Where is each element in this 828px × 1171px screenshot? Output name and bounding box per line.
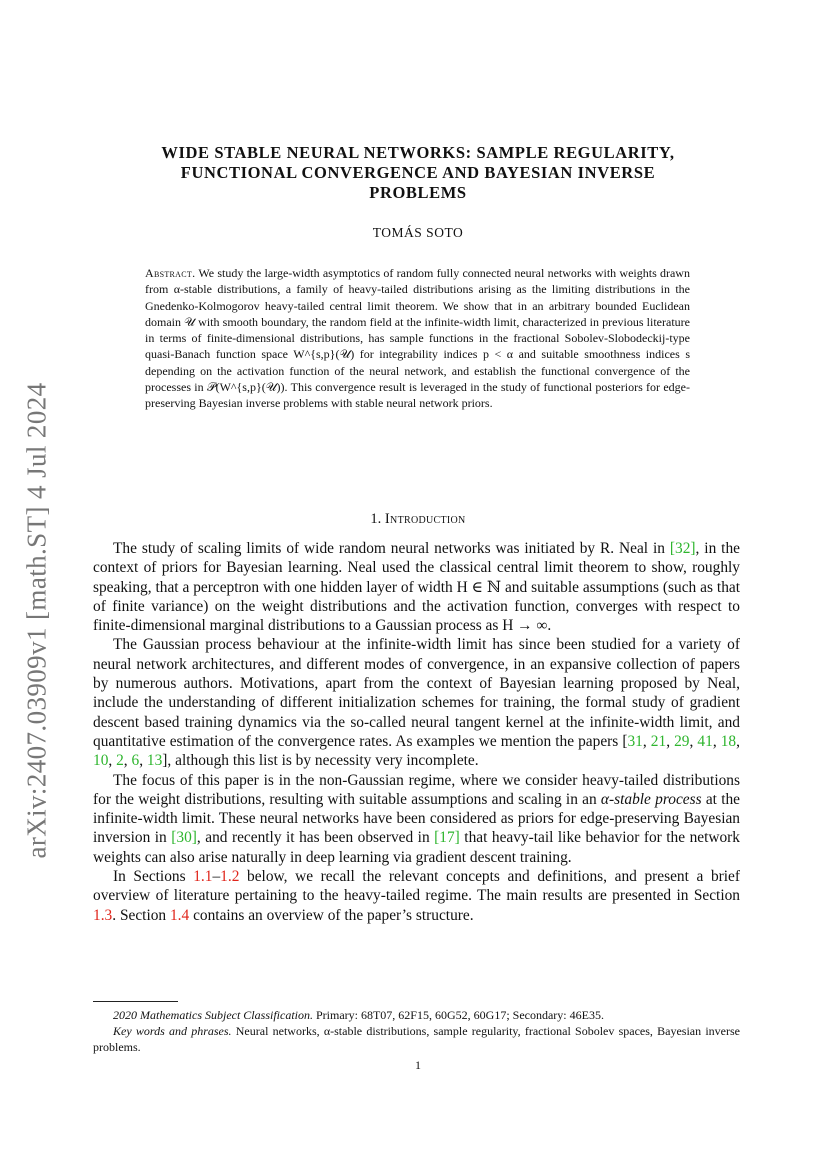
- paragraph-text: The Gaussian process behaviour at the infinite-width limit has since been studied for a variety of neural network architectures, and different modes of convergence, in an expansive collection of papers by numerous authors. Motivations, apart from the context of Bayesian learning proposed by Neal, include the understanding of different initialization schemes for training, the formal study of gradient descent based training dynamics via the so-called neural tangent kernel at the infinite-width limit, and quantitative estimation of the convergence rates. As examples we mention the papers [: [93, 636, 740, 750]
- paragraph-text: , and recently it has been observed in: [196, 829, 435, 847]
- abstract: [145, 265, 690, 412]
- abstract-label: Abstract.: [145, 266, 196, 280]
- citation-link[interactable]: [30]: [171, 829, 197, 847]
- citation-link[interactable]: 6: [131, 752, 140, 770]
- citation-link[interactable]: 29: [674, 732, 690, 750]
- paragraph: [93, 539, 740, 635]
- paragraph-text: The study of scaling limits of wide random neural networks was initiated by R. Neal in: [113, 540, 670, 557]
- citation-link[interactable]: 21: [650, 732, 667, 750]
- paragraph-text: at the infinite-width limit. These neural networks have been considered as priors for edge-preserving Bayesian inversion in: [93, 790, 740, 847]
- citation-link[interactable]: 18: [720, 732, 737, 750]
- section-reference-link[interactable]: 1.2: [220, 868, 240, 886]
- section-reference-link[interactable]: 1.3: [93, 906, 113, 924]
- paragraph-text: In Sections: [113, 868, 194, 886]
- page-number: 1: [415, 1058, 421, 1072]
- footnotes: [93, 1007, 740, 1055]
- author-name: TOMÁS SOTO: [372, 225, 464, 240]
- section-heading: [100, 511, 736, 528]
- paragraph-text: that heavy-tail like behavior for the network weights can also arise naturally in deep learning via gradient descent training.: [93, 829, 740, 866]
- arxiv-identifier-stamp: [12, 370, 62, 870]
- paragraph-text: contains an overview of the paper’s structure.: [189, 906, 474, 924]
- paragraph: [93, 867, 740, 925]
- footnote-text: Primary: 68T07, 62F15, 60G52, 60G17; Secondary: 46E35.: [312, 1008, 604, 1022]
- emphasized-term: α-stable process: [600, 790, 702, 808]
- paragraph-text: ], although this list is by necessity very incomplete.: [162, 752, 479, 770]
- citation-link[interactable]: 31: [627, 732, 643, 750]
- paragraph: [93, 771, 740, 867]
- paper-title: [100, 143, 736, 203]
- arxiv-identifier-text: arXiv:2407.03909v1 [math.ST] 4 Jul 2024: [21, 381, 52, 859]
- footnote-label: Key words and phrases.: [113, 1024, 232, 1038]
- abstract-text: We study the large-width asymptotics of random fully connected neural networks with weights drawn from α-stable distributions, a family of heavy-tailed distributions arising as the limiting distributions in the Gnedenko-Kolmogorov heavy-tailed central limit theorem. We show that in an arbitrary bounded Euclidean domain 𝒰 with smooth boundary, the random field at the infinite-width limit, characterized in previous literature in terms of finite-dimensional distributions, has sample functions in the fractional Sobolev-Slobodeckij-type quasi-Banach function space W^{s,p}(𝒰) for integrability indices p < α and suitable smoothness indices s depending on the activation function of the neural network, and establish the functional convergence of the processes in 𝒫(W^{s,p}(𝒰)). This convergence result is leveraged in the study of functional posteriors for edge-preserving Bayesian inverse problems with stable neural network priors.: [145, 266, 690, 411]
- title-line: PROBLEMS: [369, 183, 467, 202]
- footnote-divider: [93, 1001, 178, 1002]
- paragraph: The Gaussian process behaviour at the infinite-width limit has since been studied for a variety of neural network architectures, and different modes of convergence, in an expansive collection of papers by numerous authors. Motivations, apart from the context of Bayesian learning proposed by Neal, include the understanding of different initialization schemes for training, the formal study of gradient descent based training dynamics via the so-called neural tangent kernel at the infinite-width limit, and quantitative estimation of the convergence rates. As examples we mention the papers [31, 21, 29, 41, 18, 10, 2, 6, 13], although this list is by necessity very incomplete.: [93, 636, 740, 770]
- section-number: 1.: [370, 511, 382, 527]
- paragraph-text: , in the context of priors for Bayesian learning. Neal used the classical central limit theorem to show, roughly speaking, that a perceptron with one hidden layer of width H ∈ ℕ and suitable assumptions (such as that of finite variance) on the weight distributions and the activation function, converges with respect to finite-dimensional marginal distributions to a Gaussian process as H → ∞.: [93, 540, 740, 635]
- footnote-label: 2020 Mathematics Subject Classification.: [113, 1008, 313, 1022]
- paragraph-text: below, we recall the relevant concepts and definitions, and present a brief overview of literature pertaining to the heavy-tailed regime. The main results are presented in Section: [93, 868, 740, 905]
- citation-link[interactable]: 41: [697, 732, 713, 750]
- title-line: FUNCTIONAL CONVERGENCE AND BAYESIAN INVERSE: [180, 163, 656, 182]
- section-title: Introduction: [384, 511, 466, 527]
- citation-link[interactable]: 2: [116, 752, 124, 770]
- section-reference-link[interactable]: 1.1: [193, 868, 213, 886]
- introduction-body: [93, 539, 740, 925]
- paragraph-text: . Section: [112, 906, 170, 924]
- range-dash: –: [212, 868, 221, 886]
- footnote-msc: [93, 1007, 740, 1023]
- section-reference-link[interactable]: 1.4: [169, 906, 190, 924]
- footnote-text: Neural networks, α-stable distributions, sample regularity, fractional Sobolev spaces, Bayesian inverse problems.: [93, 1024, 740, 1054]
- paragraph-text: The focus of this paper is in the non-Gaussian regime, where we consider heavy-tailed distributions for the weight distributions, resulting with suitable assumptions and scaling in an: [93, 771, 740, 808]
- footnote-keywords: [93, 1023, 740, 1055]
- citation-link[interactable]: 10: [93, 752, 109, 770]
- citation-link[interactable]: [17]: [434, 829, 460, 847]
- title-line: WIDE STABLE NEURAL NETWORKS: SAMPLE REGULARITY,: [161, 143, 675, 162]
- citation-link[interactable]: 13: [146, 752, 163, 770]
- citation-link[interactable]: [32]: [669, 540, 696, 557]
